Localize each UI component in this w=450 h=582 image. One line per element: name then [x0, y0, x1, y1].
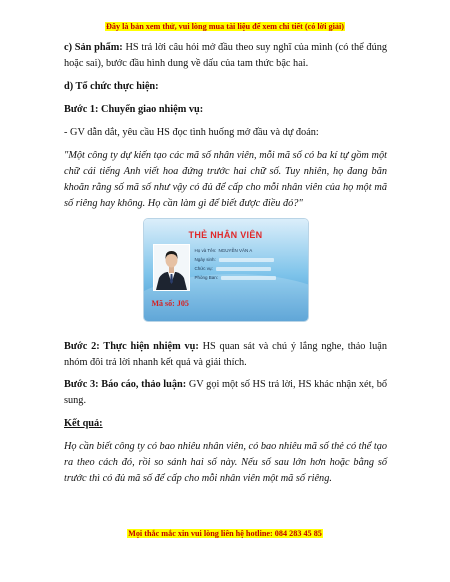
- employee-photo: [153, 244, 190, 291]
- conclusion-text: Họ cần biết công ty có bao nhiêu nhân viên, có bao nhiêu mã số thẻ có thể tạo ra theo cách đó, rồi so sánh hai số này. Nếu số sau lớn hơn hoặc bằng số trước thì có đủ mã số để cấp cho mỗi nhân viên một mã số riêng.: [64, 441, 387, 485]
- product-text: HS trả lời câu hỏi mở đầu theo suy nghĩ của mình (có thể đúng hoặc sai), bước đầu hình dung về dấu của tam thức bậc hai.: [64, 42, 388, 69]
- card-birth-label: Ngày sinh:: [194, 256, 216, 262]
- card-field-department: [195, 274, 303, 283]
- step1-label: Bước 1: Chuyển giao nhiệm vụ:: [64, 103, 204, 115]
- card-field-position: [195, 265, 303, 274]
- step3-paragraph: [64, 377, 387, 409]
- step1-intro: - GV dẫn dắt, yêu cầu HS đọc tình huống mở đầu và dự đoán:: [64, 126, 319, 138]
- step3-text: GV gọi một số HS trả lời, HS khác nhận xét, bổ sung.: [64, 379, 387, 407]
- card-department-label: Phòng Ban:: [194, 274, 219, 280]
- preview-banner: [0, 21, 450, 32]
- employee-card-figure: [64, 219, 387, 321]
- step1-quote: "Một công ty dự kiến tạo các mã số nhân viên, mỗi mã số có ba kí tự gồm một chữ cái tiếng Anh viết hoa đứng trước hai chữ số. Tuy nhiên, họ đang băn khoăn rằng số mã số như vậy có đủ để cấp cho mỗi nhân viên của họ một mã số riêng hay không. Họ cần làm gì để biết được điều đó?": [64, 149, 387, 209]
- card-field-birth: [195, 256, 303, 265]
- step2-paragraph: [64, 339, 387, 371]
- card-title: THẺ NHÂN VIÊN: [188, 229, 263, 240]
- card-field-name: [195, 247, 303, 256]
- card-name-label: Họ và Tên:: [194, 247, 217, 253]
- preview-banner-text: Đây là bản xem thử, vui lòng mua tài liệu để xem chi tiết (có lời giải): [105, 22, 344, 31]
- hotline-banner-text: Mọi thắc mắc xin vui lòng liên hệ hotline: 084 283 45 85: [128, 529, 322, 538]
- person-silhouette-icon: [154, 245, 189, 290]
- card-code: Mã số: J05: [151, 298, 189, 308]
- step2-text: HS quan sát và chú ý lắng nghe, thảo luận nhóm đôi trả lời nhanh kết quả và giải thích.: [64, 340, 387, 368]
- product-paragraph: [64, 40, 387, 72]
- card-birth-blank: [219, 258, 274, 262]
- hotline-banner: [0, 528, 450, 539]
- card-name-value: NGUYỄN VĂN A: [218, 247, 253, 253]
- document-body: [64, 40, 387, 494]
- card-position-blank: [216, 267, 271, 271]
- step2-label: Bước 2: Thực hiện nhiệm vụ:: [64, 340, 199, 352]
- product-label: c) Sản phẩm:: [64, 42, 123, 53]
- card-department-blank: [221, 276, 276, 280]
- card-fields: [195, 247, 303, 283]
- conclusion-label: Kết quả:: [64, 418, 103, 430]
- employee-card-image: [144, 219, 308, 321]
- step3-label: Bước 3: Báo cáo, thảo luận:: [64, 379, 187, 391]
- card-position-label: Chức vụ:: [194, 265, 213, 271]
- organization-heading: d) Tổ chức thực hiện:: [64, 80, 159, 92]
